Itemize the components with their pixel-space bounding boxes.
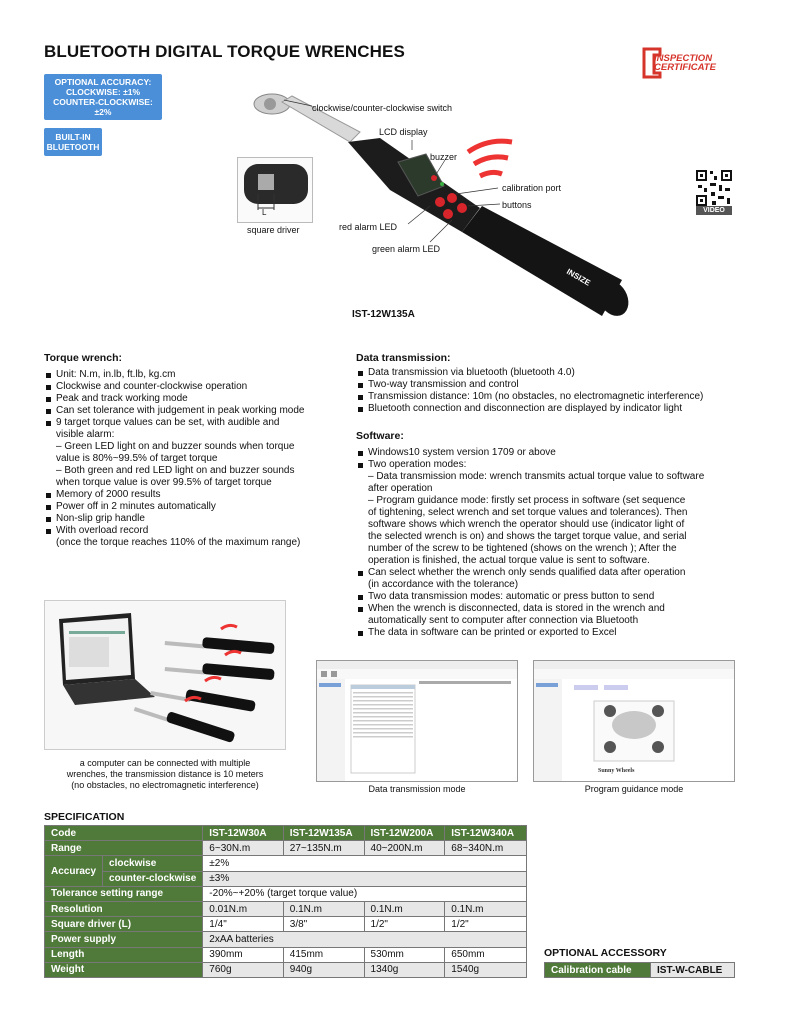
spec-model: IST-12W200A (364, 826, 445, 841)
ratchet-head-icon (264, 98, 276, 110)
spec-row-accuracy-cw (45, 856, 527, 871)
spec-label: Square driver (L) (45, 917, 203, 932)
certificate-line1: INSPECTION (654, 53, 713, 64)
badge-line: OPTIONAL ACCURACY: (54, 77, 152, 87)
spec-row-resolution (45, 901, 527, 916)
spec-cell: 0.1N.m (364, 901, 445, 916)
spec-cell: 27~135N.m (283, 841, 364, 856)
feature-item: Non-slip grip handle (44, 513, 334, 525)
spec-cell: 2xAA batteries (203, 932, 527, 947)
spec-model: IST-12W340A (445, 826, 527, 841)
feature-item: 9 target torque values can be set, with audible and (44, 417, 334, 429)
spec-label: Power supply (45, 932, 203, 947)
feature-item: With overload record (44, 525, 334, 537)
feature-item: Peak and track working mode (44, 393, 334, 405)
accessory-row (545, 963, 735, 978)
l-label: L (262, 208, 267, 217)
laptop-wrenches-icon (45, 601, 287, 751)
data-transmission-features (356, 367, 756, 415)
feature-item: Two data transmission modes: automatic or press button to send (356, 591, 756, 603)
video-label: VIDEO (696, 206, 732, 215)
spec-row-code (45, 826, 527, 841)
feature-item: (once the torque reaches 110% of the maximum range) (56, 537, 301, 548)
spec-row-tolerance (45, 886, 527, 901)
brand-on-handle: INSIZE (565, 266, 592, 288)
spec-label: Length (45, 947, 203, 962)
spec-row-power (45, 932, 527, 947)
caption-line: (no obstacles, no electromagnetic interference) (71, 780, 259, 790)
spec-sublabel: clockwise (103, 856, 203, 871)
data-transmission-heading: Data transmission: (356, 352, 451, 364)
spec-heading: SPECIFICATION (44, 811, 125, 823)
spec-row-length (45, 947, 527, 962)
feature-item: of tightening, select wrench and set torque values and tolerances). Then (368, 507, 688, 518)
feature-item: The data in software can be printed or exported to Excel (356, 627, 756, 639)
spec-cell: 1/2" (364, 917, 445, 932)
spec-cell: 530mm (364, 947, 445, 962)
feature-item: Transmission distance: 10m (no obstacles, no electromagnetic interference) (356, 391, 756, 403)
program-guidance-screenshot (533, 660, 735, 782)
feature-item: Can set tolerance with judgement in peak working mode (44, 405, 334, 417)
feature-item: automatically sent to computer after connection via Bluetooth (368, 615, 639, 626)
callout-switch: clockwise/counter-clockwise switch (312, 103, 453, 113)
feature-item: value is 80%~99.5% of target torque (56, 453, 218, 464)
spec-cell: 3/8" (283, 917, 364, 932)
caption-line: wrenches, the transmission distance is 10 meters (66, 769, 264, 779)
badge-line: CLOCKWISE: ±1% (65, 87, 141, 97)
callout-lcd: LCD display (379, 127, 428, 137)
spec-cell: 1/4" (203, 917, 283, 932)
badge-line: BUILT-IN (55, 132, 91, 142)
square-driver-icon (238, 158, 314, 224)
feature-item: software shows which wrench the operator should use (indicator light of (368, 519, 685, 530)
spec-row-accuracy-ccw (45, 871, 527, 886)
spec-row-range (45, 841, 527, 856)
torque-wrench-heading: Torque wrench: (44, 352, 122, 364)
feature-item: Memory of 2000 results (44, 489, 334, 501)
feature-item: the selected wrench is on) and shows the target torque value, and serial (368, 531, 687, 542)
feature-item: after operation (368, 483, 433, 494)
feature-item: – Program guidance mode: firstly set process in software (set sequence (368, 495, 686, 506)
qr-code-icon (694, 168, 734, 208)
callout-green-led: green alarm LED (372, 244, 441, 254)
badge-line: COUNTER-CLOCKWISE: ±2% (53, 97, 153, 117)
caption-program-guidance-mode: Program guidance mode (584, 784, 684, 794)
optional-accuracy-badge (44, 74, 162, 120)
inspection-certificate-logo (640, 46, 740, 78)
feature-item: – Both green and red LED light on and buzzer sounds (56, 465, 295, 476)
feature-item: – Green LED light on and buzzer sounds when torque (56, 441, 295, 452)
spec-row-weight (45, 962, 527, 977)
feature-item: Data transmission via bluetooth (bluetooth 4.0) (356, 367, 756, 379)
spec-sublabel: counter-clockwise (103, 871, 203, 886)
feature-item: Two-way transmission and control (356, 379, 756, 391)
software-features (356, 447, 756, 639)
feature-item: number of the screw to be tightened (shows on the wrench ); After the (368, 543, 677, 554)
feature-item: Windows10 system version 1709 or above (356, 447, 756, 459)
caption-line: a computer can be connected with multiple (79, 758, 251, 768)
certificate-line2: CERTIFICATE (654, 62, 716, 73)
model-label: IST-12W135A (352, 309, 415, 320)
spec-label: Resolution (45, 901, 203, 916)
multi-wrench-connection-image (44, 600, 286, 750)
spec-model: IST-12W135A (283, 826, 364, 841)
callout-buzzer: buzzer (430, 152, 458, 162)
spec-label: Weight (45, 962, 203, 977)
spec-label: Accuracy (45, 856, 103, 886)
spec-cell: 0.1N.m (445, 901, 527, 916)
spec-model: IST-12W30A (203, 826, 283, 841)
software-window-icon (534, 661, 734, 781)
spec-cell: 940g (283, 962, 364, 977)
square-driver-inset (237, 157, 313, 223)
software-window-icon (317, 661, 517, 781)
caption-data-transmission-mode: Data transmission mode (368, 784, 466, 794)
spec-cell: 390mm (203, 947, 283, 962)
callout-red-led: red alarm LED (339, 222, 398, 232)
spec-cell: ±2% (203, 856, 527, 871)
feature-item: visible alarm: (56, 429, 115, 440)
built-in-bluetooth-badge (44, 128, 102, 156)
callout-buttons: buttons (502, 200, 532, 210)
software-heading: Software: (356, 430, 404, 442)
page-title: BLUETOOTH DIGITAL TORQUE WRENCHES (44, 42, 405, 61)
feature-item: operation is finished, the actual torque value is sent to software. (368, 555, 650, 566)
feature-item: Clockwise and counter-clockwise operation (44, 381, 334, 393)
spec-cell: ±3% (203, 871, 527, 886)
feature-item: Unit: N.m, in.lb, ft.lb, kg.cm (44, 369, 334, 381)
spec-cell: 650mm (445, 947, 527, 962)
spec-row-square-driver (45, 917, 527, 932)
spec-cell: 760g (203, 962, 283, 977)
spec-cell: 0.01N.m (203, 901, 283, 916)
feature-item: Can select whether the wrench only sends qualified data after operation (356, 567, 756, 579)
feature-item: (in accordance with the tolerance) (368, 579, 519, 590)
qr-code[interactable] (694, 168, 734, 216)
callout-calibration-port: calibration port (502, 183, 562, 193)
computer-caption (44, 758, 286, 791)
spec-cell: 40~200N.m (364, 841, 445, 856)
optional-accessory-heading: OPTIONAL ACCESSORY (544, 947, 667, 959)
spec-cell: 6~30N.m (203, 841, 283, 856)
feature-item: Power off in 2 minutes automatically (44, 501, 334, 513)
spec-cell: 68~340N.m (445, 841, 527, 856)
spec-cell: 1340g (364, 962, 445, 977)
feature-item: Bluetooth connection and disconnection are displayed by indicator light (356, 403, 756, 415)
spec-cell: 415mm (283, 947, 364, 962)
accessory-name: Calibration cable (545, 963, 651, 978)
spec-cell: 1/2" (445, 917, 527, 932)
optional-accessory-table (544, 962, 735, 978)
feature-item: – Data transmission mode: wrench transmits actual torque value to software (368, 471, 705, 482)
program-screen-text: Sunny Wheels (598, 768, 635, 774)
feature-item: When the wrench is disconnected, data is stored in the wrench and (356, 603, 756, 615)
spec-label: Tolerance setting range (45, 886, 203, 901)
spec-cell: 1540g (445, 962, 527, 977)
spec-label: Code (45, 826, 203, 841)
accessory-code: IST-W-CABLE (651, 963, 735, 978)
specification-table (44, 825, 527, 978)
data-transmission-screenshot (316, 660, 518, 782)
feature-item: when torque value is over 99.5% of target torque (56, 477, 272, 488)
feature-item: Two operation modes: (356, 459, 756, 471)
spec-cell: 0.1N.m (283, 901, 364, 916)
badge-line: BLUETOOTH (46, 142, 100, 152)
torque-wrench-features (44, 369, 334, 549)
spec-cell: -20%~+20% (target torque value) (203, 886, 527, 901)
callout-square-driver: square driver (247, 225, 300, 235)
spec-label: Range (45, 841, 203, 856)
